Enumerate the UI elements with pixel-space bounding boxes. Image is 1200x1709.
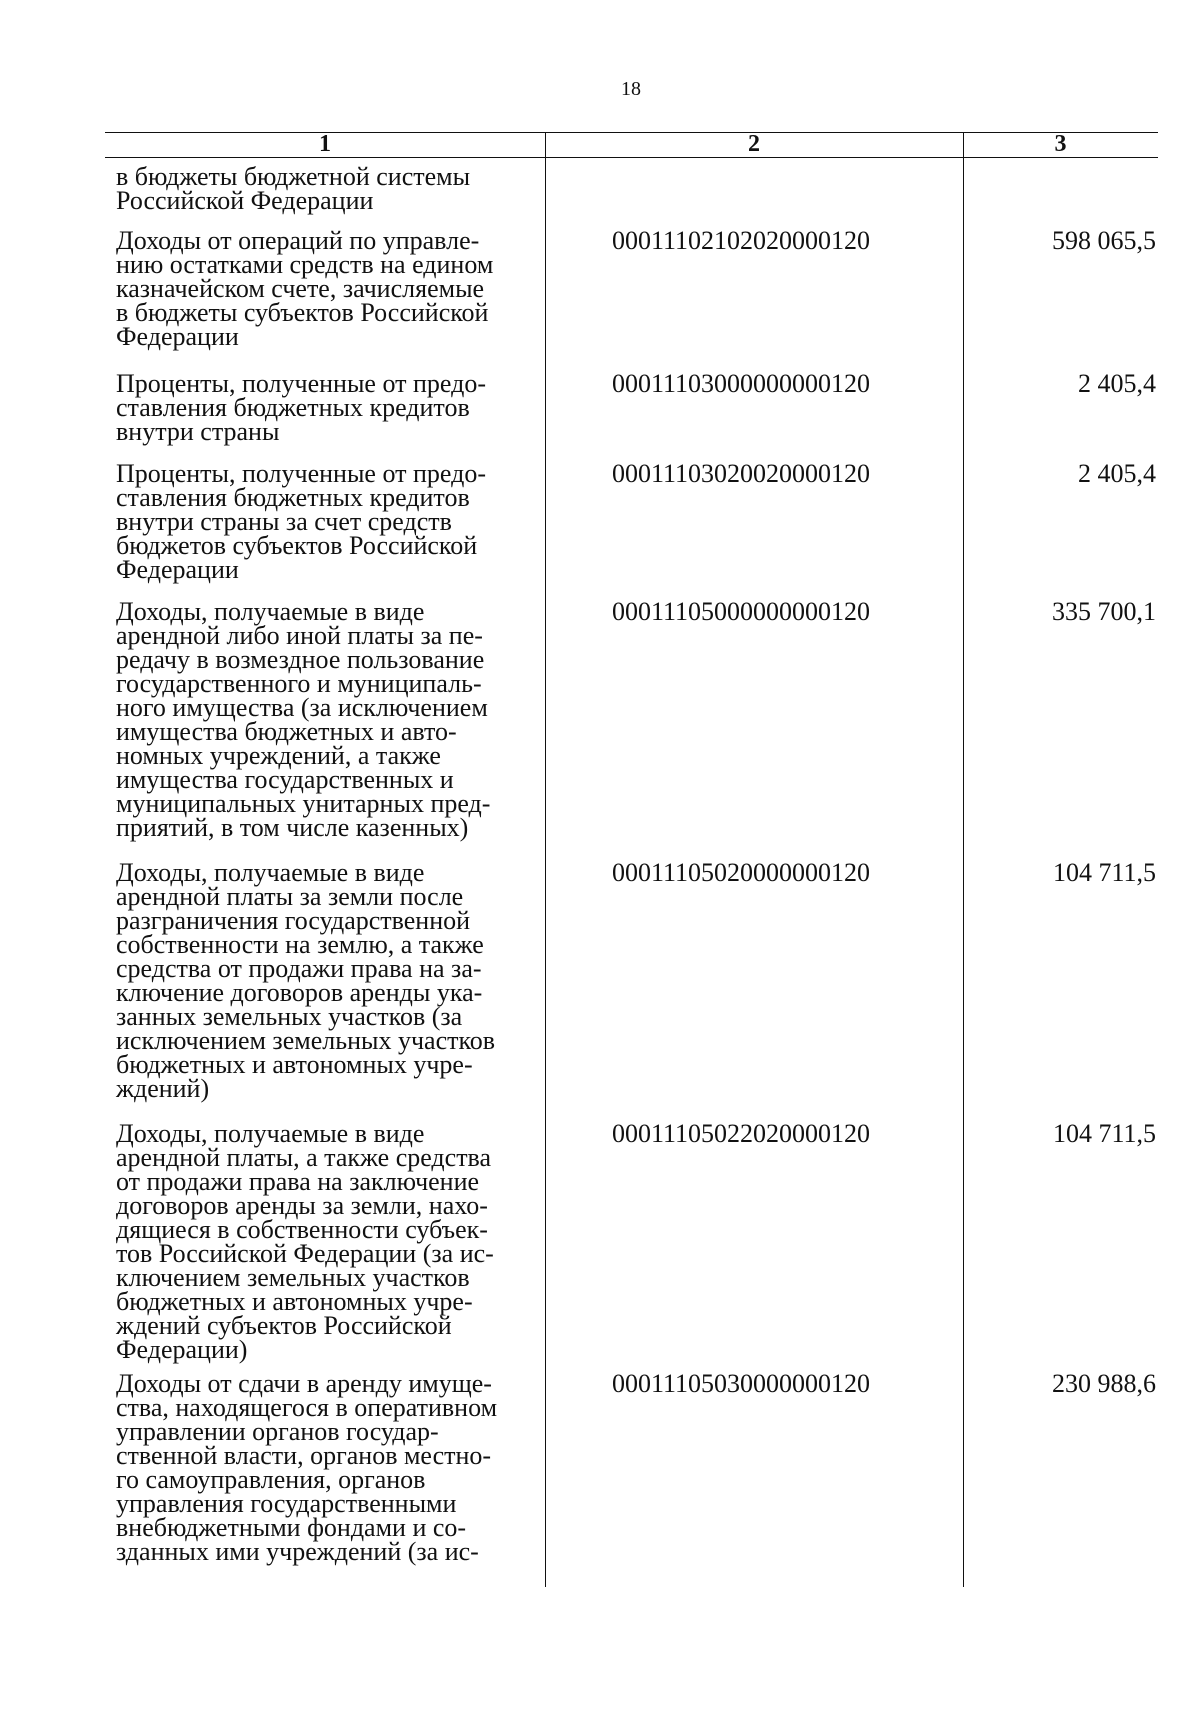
row-name: Проценты, полученные от предо- ставления бюджетных кредитов внутри страны за счет средств бюджетов субъектов Российской Федерации — [116, 459, 486, 584]
row-value: 598 065,5 — [1052, 226, 1156, 255]
row-name: Доходы, получаемые в виде арендной платы за земли после разграничения государственной собственности на землю, а также средства от продажи права на за- ключение договоров аренды ука- занных земельных участков (за исключением земельных участков бюджетных и автономных учре- ждений) — [116, 858, 496, 1103]
row-code: 00011103000000000120 — [611, 369, 871, 398]
row-value: 2 405,4 — [1078, 369, 1156, 398]
row-value: 230 988,6 — [1052, 1369, 1156, 1398]
column-header-1: 1 — [319, 131, 331, 157]
table-row — [116, 597, 1158, 861]
row-name: в бюджеты бюджетной системы Российской Федерации — [116, 162, 471, 215]
row-code: 00011105030000000120 — [611, 1369, 871, 1398]
table-row — [116, 459, 1158, 600]
table-row — [116, 162, 1158, 229]
row-code: 00011105000000000120 — [611, 597, 871, 626]
row-value: 104 711,5 — [1052, 1119, 1156, 1148]
table-row — [116, 1119, 1158, 1372]
row-code: 00011103020020000120 — [611, 459, 871, 488]
table-row — [116, 369, 1158, 462]
row-value: 104 711,5 — [1052, 858, 1156, 887]
row-code: 00011102102020000120 — [611, 226, 871, 255]
table-row — [116, 1369, 1158, 1572]
row-value: 335 700,1 — [1052, 597, 1156, 626]
column-header-2: 2 — [748, 131, 760, 157]
column-header-3: 3 — [1054, 131, 1067, 157]
row-code: 00011105022020000120 — [611, 1119, 871, 1148]
row-code: 00011105020000000120 — [611, 858, 871, 887]
row-code — [546, 165, 936, 229]
table-row — [116, 226, 1158, 372]
table-row — [116, 858, 1158, 1122]
row-name: Доходы, получаемые в виде арендной либо иной платы за пе- редачу в возмездное пользование государственного и муниципаль- ного имущества (за исключением имущества бюджетных и авто- номных учреждений, а также имущества государственных и муниципальных унитарных пред- приятий, в том числе казенных) — [116, 597, 491, 842]
table-body — [116, 162, 1158, 1572]
table-header-border — [105, 157, 1158, 158]
row-name: Доходы от сдачи в аренду имуще- ства, находящегося в оперативном управлении органов государ- ственной власти, органов местно- го самоуправления, органов управления государственными внебюджетными фондами и со- зданных ими учреждений (за ис- — [116, 1369, 498, 1566]
row-name: Доходы, получаемые в виде арендной платы, а также средства от продажи права на заключение договоров аренды за земли, нахо- дящиеся в собственности субъек- тов Российской Федерации (за ис- ключением земельных участков бюджетных и автономных учре- ждений субъектов Российской Федерации) — [116, 1119, 494, 1364]
row-value — [936, 165, 1156, 229]
row-name: Доходы от операций по управле- нию остатками средств на едином казначейском счете, зачисляемые в бюджеты субъектов Российской Федерации — [116, 226, 494, 351]
page-number: 18 — [621, 78, 641, 100]
row-name: Проценты, полученные от предо- ставления бюджетных кредитов внутри страны — [116, 369, 486, 446]
row-value: 2 405,4 — [1078, 459, 1156, 488]
